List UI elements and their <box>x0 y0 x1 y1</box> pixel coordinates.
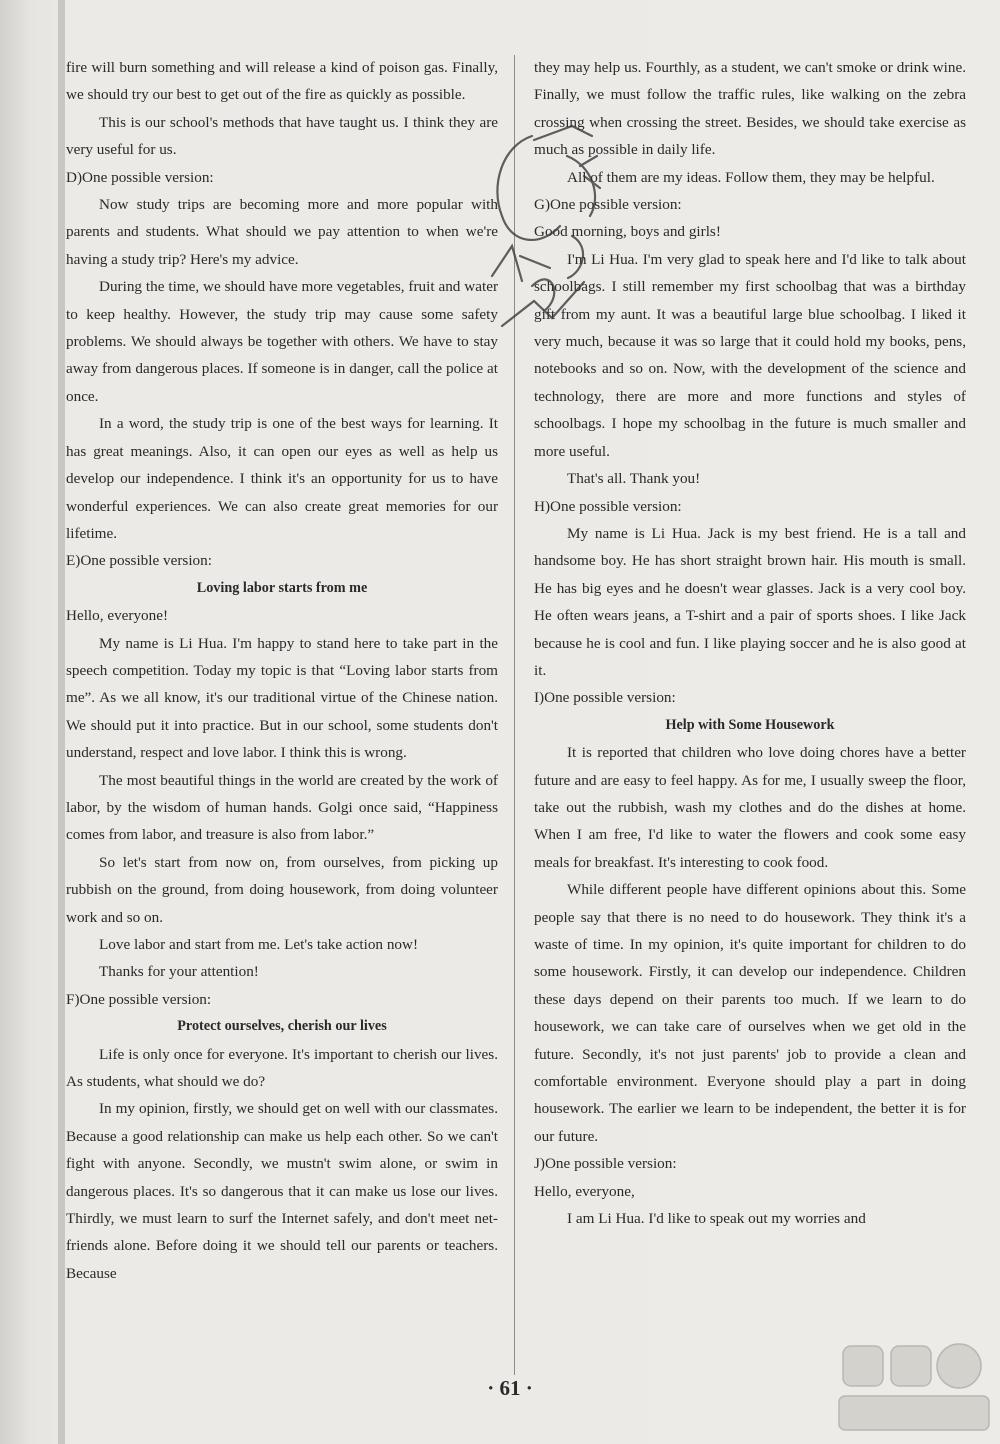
paragraph: The most beautiful things in the world are created by the work of labor, by the wisdom of human hands. Golgi once said, “Happiness comes from labor, and treasure is also from labor.” <box>66 771 498 844</box>
greeting: Good morning, boys and girls! <box>534 223 721 241</box>
page-number: · 61 · <box>487 1376 533 1400</box>
section-heading: F)One possible version: <box>66 990 212 1008</box>
section-heading: I)One possible version: <box>534 689 676 707</box>
paragraph: Now study trips are becoming more and more popular with parents and students. What should we pay attention to when we're having a study trip? Here's my advice. <box>66 196 498 268</box>
essay-title: Protect ourselves, cherish our lives <box>177 1018 387 1035</box>
paragraph: During the time, we should have more vegetables, fruit and water to keep healthy. However, the study trip may cause some safety problems. We should always be together with others. We have to stay away from dangerous places. If someone is in danger, call the police at once. <box>66 278 498 405</box>
paragraph: It is reported that children who love doing chores have a better future and are easy to feel happy. As for me, I usually sweep the floor, take out the rubbish, wash my clothes and do the dishes at home. When I am free, I'd like to water the flowers and cook some easy meals for breakfast. It's interesting to cook food. <box>534 744 966 871</box>
section-heading: E)One possible version: <box>66 552 212 570</box>
paragraph: In a word, the study trip is one of the best ways for learning. It has great meanings. Also, it can open our eyes as well as help us develop our independence. I think it's an opportunity for us to have wonderful experiences. We can also create great memories for our lifetime. <box>66 415 498 542</box>
paragraph: In my opinion, firstly, we should get on well with our classmates. Because a good relationship can make us help each other. So we can't fight with anyone. Secondly, we mustn't swim alone, or swim in dangerous places. It's so dangerous that it can make us lose our lives. Thirdly, we must learn to surf the Internet safely, and don't meet net-friends alone. Before doing it we should tell our parents or teachers. Because <box>66 1100 498 1282</box>
column-divider <box>514 55 515 1375</box>
mxqe-logo-icon <box>835 1338 995 1438</box>
paragraph: Thanks for your attention! <box>99 963 259 981</box>
greeting: Hello, everyone, <box>534 1182 635 1200</box>
section-heading: H)One possible version: <box>534 497 682 515</box>
book-spine-shadow <box>58 0 65 1444</box>
section-heading: G)One possible version: <box>534 196 682 214</box>
section-heading: D)One possible version: <box>66 168 214 186</box>
section-heading: J)One possible version: <box>534 1155 677 1173</box>
paragraph: My name is Li Hua. Jack is my best friend. He is a tall and handsome boy. He has short straight brown hair. His mouth is small. He has big eyes and he doesn't wear glasses. Jack is a very cool boy. He often wears jeans, a T-shirt and a pair of sports shoes. I like Jack because he is cool and fun. I like playing soccer and he is also good at it. <box>534 524 966 679</box>
paragraph: they may help us. Fourthly, as a student, we can't smoke or drink wine. Finally, we must follow the traffic rules, like walking on the zebra crossing when crossing the street. Besides, we should take exercise as much as possible in daily life. <box>534 59 966 159</box>
paragraph: Life is only once for everyone. It's important to cherish our lives. As students, what should we do? <box>66 1045 498 1091</box>
paragraph: I am Li Hua. I'd like to speak out my worries and <box>567 1210 866 1228</box>
paragraph: fire will burn something and will release a kind of poison gas. Finally, we should try our best to get out of the fire as quickly as possible. <box>66 59 498 104</box>
essay-title: Help with Some Housework <box>665 716 835 733</box>
paragraph: This is our school's methods that have taught us. I think they are very useful for us. <box>66 113 498 159</box>
paragraph: My name is Li Hua. I'm happy to stand here to take part in the speech competition. Today my topic is that “Loving labor starts from me”. As we all know, it's our traditional virtue of the Chinese nation. We should put it into practice. But in our school, some students don't understand, respect and love labor. I think this is wrong. <box>66 634 498 762</box>
essay-title: Loving labor starts from me <box>196 579 368 596</box>
paragraph: So let's start from now on, from ourselves, from picking up rubbish on the ground, from doing housework, from doing volunteer work and so on. <box>66 853 498 926</box>
paragraph: I'm Li Hua. I'm very glad to speak here and I'd like to talk about schoolbags. I still remember my first schoolbag that was a birthday gift from my aunt. It was a beautiful large blue schoolbag. I liked it very much, because it was so large that it could hold my books, pens, notebooks and so on. Now, with the development of the science and technology, there are more and more functions and styles of schoolbags. I hope my schoolbag in the future is much smaller and more useful. <box>534 250 966 460</box>
right-column <box>534 54 966 1232</box>
paragraph: Love labor and start from me. Let's take action now! <box>99 936 419 953</box>
paragraph: While different people have different opinions about this. Some people say that there is no need to do housework. They think it's a waste of time. In my opinion, it's quite important for children to do some housework. Firstly, it can develop our independence. Children these days depend on their parents too much. If we learn to do housework, we can take care of ourselves when we get old in the future. Secondly, it's not just parents' job to provide a clean and comfortable environment. Everyone should play a part in doing housework. The earlier we learn to be independent, the better it is for our future. <box>534 881 966 1145</box>
left-column <box>66 54 498 1287</box>
greeting: Hello, everyone! <box>66 607 169 625</box>
paragraph: That's all. Thank you! <box>567 470 701 488</box>
paragraph: All of them are my ideas. Follow them, they may be helpful. <box>567 168 935 186</box>
